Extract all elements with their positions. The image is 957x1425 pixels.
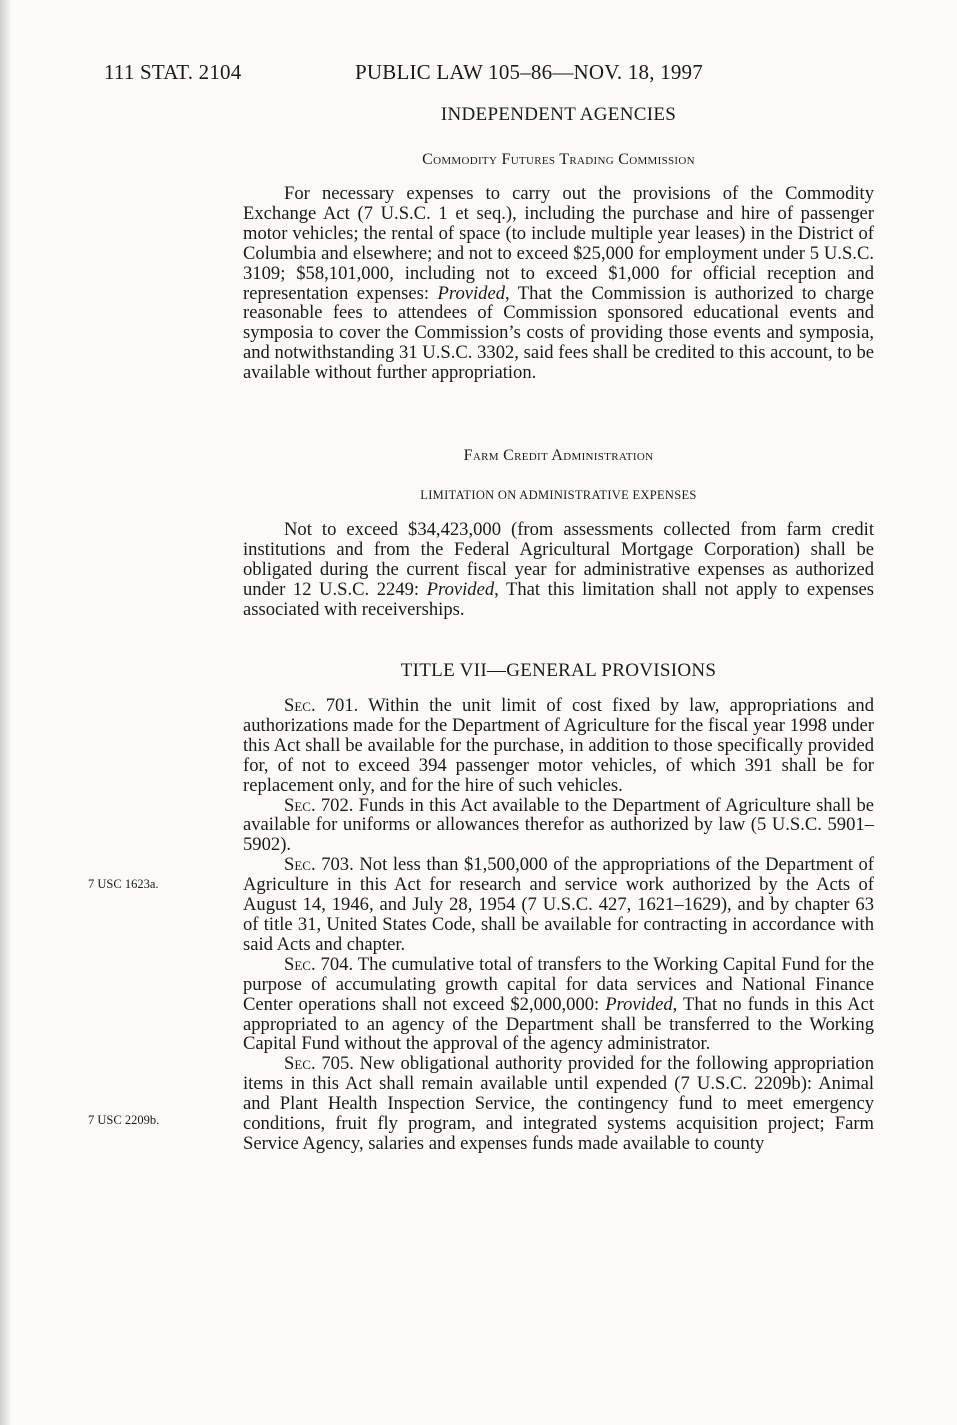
page-edge-shadow xyxy=(0,0,10,1425)
page-number-header: 111 STAT. 2104 xyxy=(104,60,242,84)
section-703-label: Sec. 703. xyxy=(284,854,354,876)
fca-section xyxy=(243,520,874,620)
fca-paragraph xyxy=(243,520,874,620)
independent-agencies-heading: INDEPENDENT AGENCIES xyxy=(440,104,677,125)
cftc-heading: Commodity Futures Trading Commission xyxy=(422,151,695,168)
limitation-heading: LIMITATION ON ADMINISTRATIVE EXPENSES xyxy=(420,488,697,502)
cftc-text-2: , That the Commission is authorized to charge reasonable fees to attendees of Commission sponsored educational events and symposia to cover the Commission’s costs of providing those events and symposia, and notwithstanding 31 U.S.C. 3302, said fees shall be credited to this account, to be available without further appropriation. xyxy=(243,282,874,384)
section-704-provided: Provided xyxy=(605,993,673,1015)
margin-note-7-usc-1623a: 7 USC 1623a. xyxy=(88,877,159,891)
section-702 xyxy=(243,796,874,856)
section-705-text: New obligational authority provided for the following appropriation items in this Act shall remain available until expended (7 U.S.C. 2209b): Animal and Plant Health Inspection Service, the contingency fund to meet emergency conditions, fruit fly program, and integrated systems acquisition project; Farm Service Agency, salaries and expenses funds made available to county xyxy=(243,1053,874,1154)
general-provisions xyxy=(243,696,874,1154)
section-703-text: Not less than $1,500,000 of the appropriations of the Department of Agriculture in this Act for research and service work authorized by the Acts of August 14, 1946, and July 28, 1954 (7 U.S.C. 427, 1621–1629), and by chapter 63 of title 31, United States Code, shall be available for contracting in accordance with said Acts and chapter. xyxy=(243,854,874,955)
section-701-label: Sec. 701. xyxy=(284,695,359,716)
fca-text-1: Not to exceed $34,423,000 (from assessments collected from farm credit institutions and from the Federal Agricultural Mortgage Corporation) shall be obligated during the current fiscal year for administrative expenses as authorized under 12 U.S.C. 2249: xyxy=(243,519,874,600)
section-701-text: Within the unit limit of cost fixed by law, appropriations and authorizations made for the Department of Agriculture for the fiscal year 1998 under this Act shall be available for the purchase, in addition to those specifically provided for, of not to exceed 394 passenger motor vehicles, of which 391 shall be for replacement only, and for the hire of such vehicles. xyxy=(243,695,874,796)
section-702-text: Funds in this Act available to the Department of Agriculture shall be available for uniforms or allowances therefor as authorized by law (5 U.S.C. 5901–5902). xyxy=(243,794,874,856)
cftc-text-1: For necessary expenses to carry out the provisions of the Commodity Exchange Act (7 U.S.C. 1 et seq.), including the purchase and hire of passenger motor vehicles; the rental of space (to include multiple year leases) in the District of Columbia and elsewhere; and not to exceed $25,000 for employment under 5 U.S.C. 3109; $58,101,000, including not to exceed $1,000 for official reception and representation expenses: xyxy=(243,183,874,304)
cftc-provided: Provided xyxy=(437,282,506,304)
section-702-label: Sec. 702. xyxy=(284,794,354,816)
public-law-header: PUBLIC LAW 105–86—NOV. 18, 1997 xyxy=(355,60,703,84)
margin-note-7-usc-2209b: 7 USC 2209b. xyxy=(88,1113,160,1127)
cftc-paragraph xyxy=(243,184,874,383)
section-703 xyxy=(243,855,874,955)
section-704-text-1: The cumulative total of transfers to the Working Capital Fund for the purpose of accumulating growth capital for data services and National Finance Center operations shall not exceed $2,000,000: xyxy=(243,953,874,1015)
section-704-text-2: , That no funds in this Act appropriated to an agency of the Department shall be transferred to the Working Capital Fund without the approval of the agency administrator. xyxy=(243,993,874,1055)
section-704-label: Sec. 704. xyxy=(284,953,354,975)
section-701 xyxy=(243,696,874,796)
fca-provided: Provided xyxy=(426,578,495,600)
fca-heading: Farm Credit Administration xyxy=(463,447,654,464)
cftc-section xyxy=(243,184,874,383)
section-705 xyxy=(243,1054,874,1154)
section-704 xyxy=(243,955,874,1055)
section-705-label: Sec. 705. xyxy=(284,1053,354,1075)
title-vii-heading: TITLE VII—GENERAL PROVISIONS xyxy=(400,660,717,681)
fca-text-2: , That this limitation shall not apply to expenses associated with receiverships. xyxy=(243,578,874,620)
